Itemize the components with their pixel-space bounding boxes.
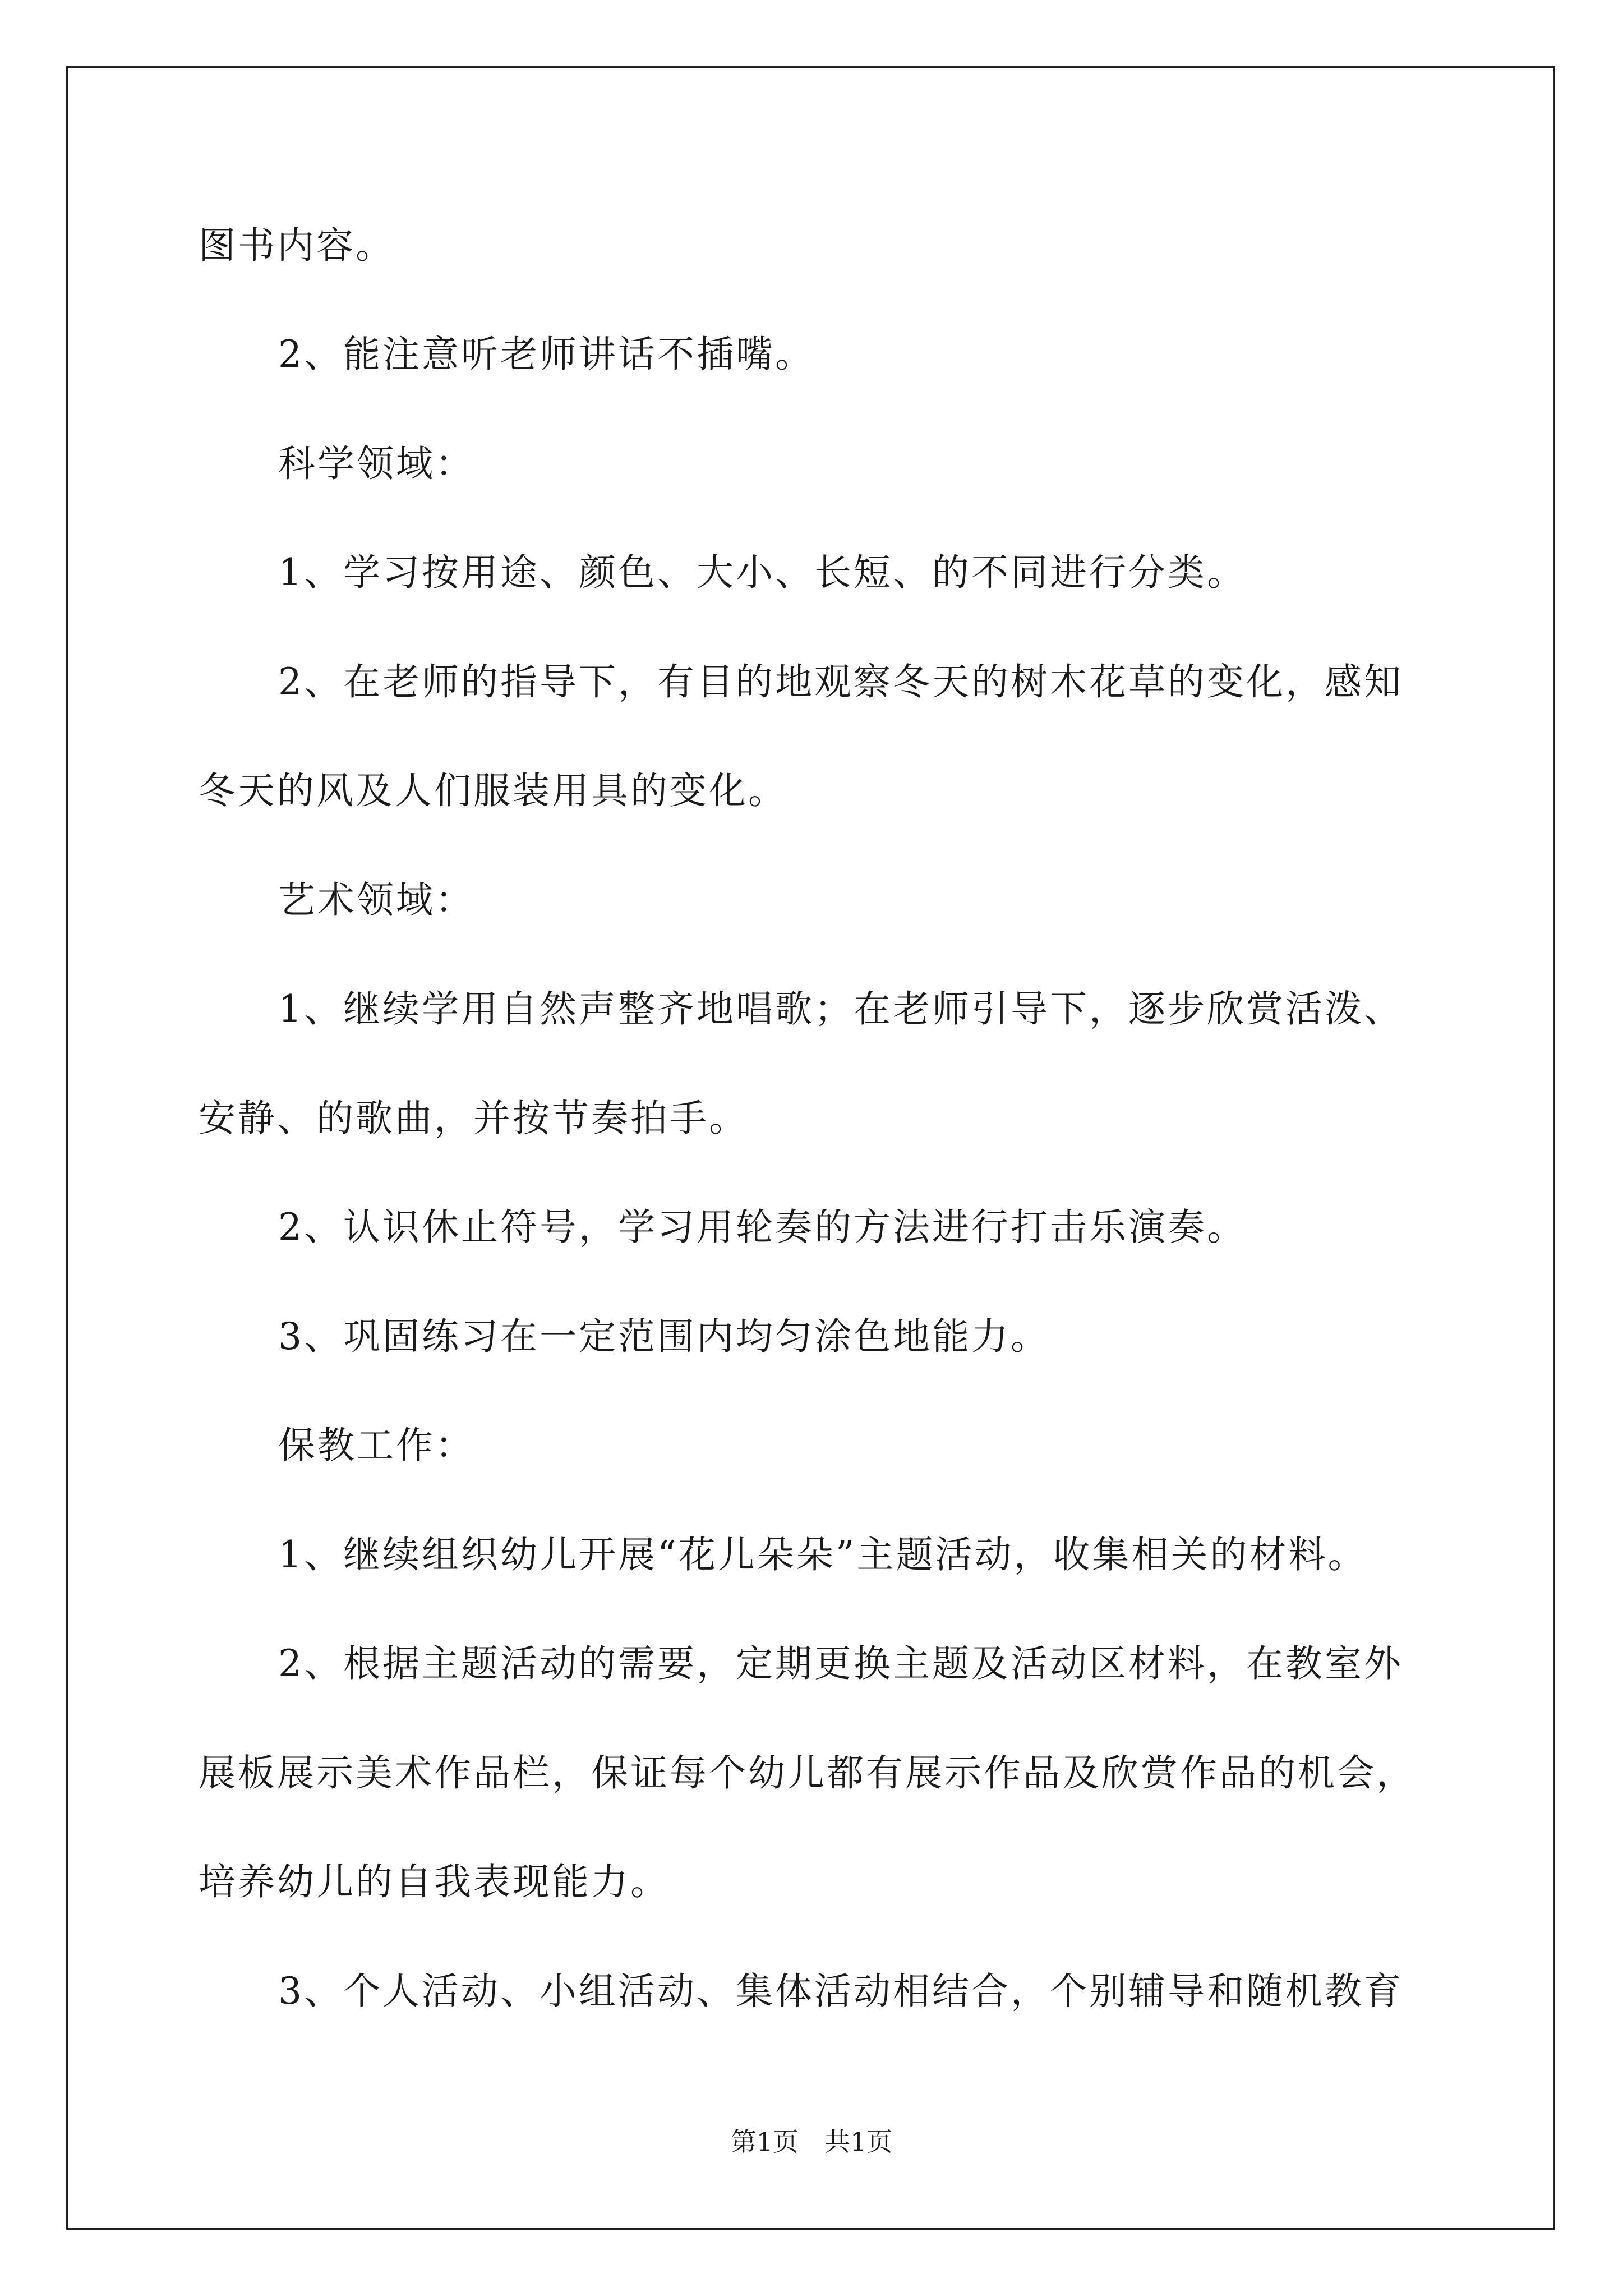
text-line: 图书内容。 (199, 224, 395, 267)
text-line: 3、个人活动、小组活动、集体活动相结合，个别辅导和随机教育 (278, 1970, 1403, 2013)
text-line: 2、在老师的指导下，有目的地观察冬天的树木花草的变化，感知 (278, 660, 1403, 703)
text-line: 2、能注意听老师讲话不插嘴。 (278, 333, 814, 376)
text-line: 培养幼儿的自我表现能力。 (199, 1860, 670, 1903)
section-heading-care: 保教工作： (278, 1424, 474, 1467)
text-line: 安静、的歌曲，并按节奏拍手。 (199, 1097, 748, 1140)
page-footer: 第1页 共1页 (730, 2127, 893, 2157)
text-line: 2、认识休止符号，学习用轮奏的方法进行打击乐演奏。 (278, 1205, 1246, 1249)
text-line: 冬天的风及人们服装用具的变化。 (199, 769, 787, 812)
text-line: 1、继续组织幼儿开展“花儿朵朵”主题活动，收集相关的材料。 (278, 1533, 1367, 1576)
section-heading-science: 科学领域： (278, 442, 474, 485)
text-line: 2、根据主题活动的需要，定期更换主题及活动区材料，在教室外 (278, 1642, 1403, 1685)
text-line: 1、继续学用自然声整齐地唱歌；在老师引导下，逐步欣赏活泼、 (278, 987, 1403, 1030)
text-line: 展板展示美术作品栏，保证每个幼儿都有展示作品及欣赏作品的机会， (199, 1751, 1415, 1795)
text-line: 3、巩固练习在一定范围内均匀涂色地能力。 (278, 1315, 1050, 1358)
text-line: 1、学习按用途、颜色、大小、长短、的不同进行分类。 (278, 551, 1246, 594)
section-heading-art: 艺术领域： (278, 878, 474, 922)
